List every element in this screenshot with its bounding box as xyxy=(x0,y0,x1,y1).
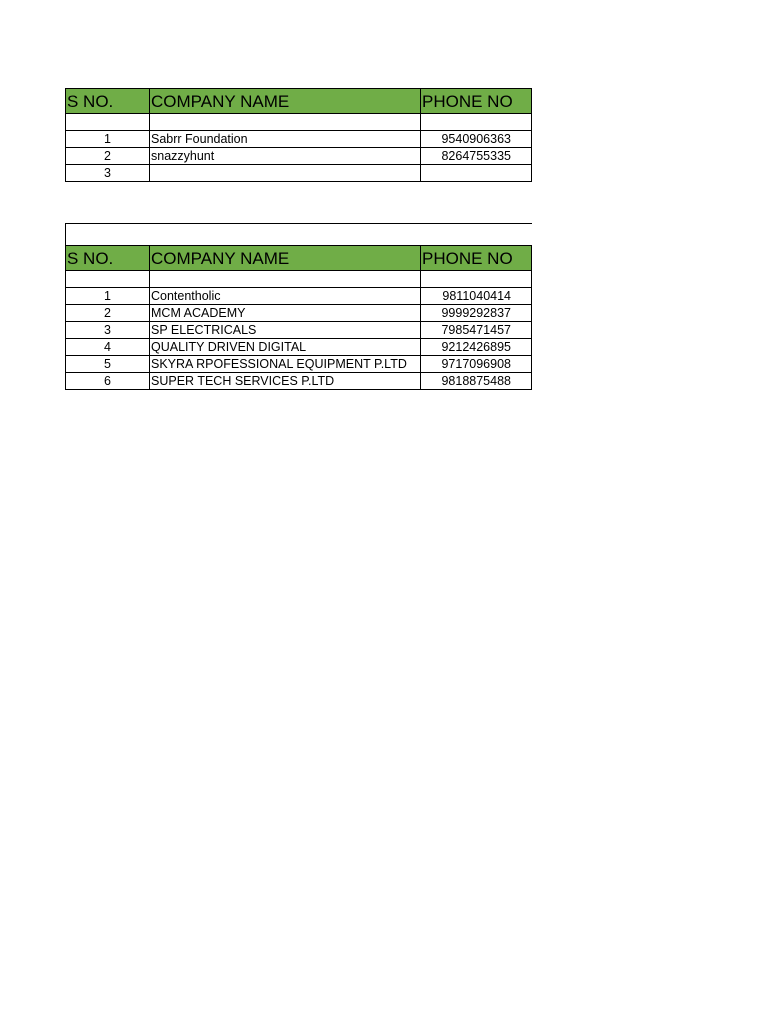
cell-phone-no[interactable]: 9540906363 xyxy=(421,131,532,148)
cell-phone-no[interactable]: 8264755335 xyxy=(421,148,532,165)
cell-company-name[interactable]: QUALITY DRIVEN DIGITAL xyxy=(150,339,421,356)
table-header-row xyxy=(66,89,532,114)
blank-row xyxy=(66,114,532,131)
cell-phone-no[interactable]: 9818875488 xyxy=(421,373,532,390)
cell-sno[interactable]: 6 xyxy=(66,373,150,390)
table-row xyxy=(66,305,532,322)
cell-phone-no[interactable]: 9999292837 xyxy=(421,305,532,322)
cell[interactable] xyxy=(150,271,421,288)
table-row xyxy=(66,356,532,373)
cell-company-name[interactable]: SKYRA RPOFESSIONAL EQUIPMENT P.LTD xyxy=(150,356,421,373)
cell-sno[interactable]: 2 xyxy=(66,148,150,165)
cell-sno[interactable]: 3 xyxy=(66,165,150,182)
blank-row xyxy=(66,271,532,288)
cell-company-name[interactable]: MCM ACADEMY xyxy=(150,305,421,322)
header-company-name[interactable]: COMPANY NAME xyxy=(150,89,421,114)
table-row xyxy=(66,165,532,182)
header-phone-no[interactable]: PHONE NO xyxy=(421,246,532,271)
header-sno[interactable]: S NO. xyxy=(66,89,150,114)
cell-sno[interactable]: 1 xyxy=(66,288,150,305)
cell-company-name[interactable]: snazzyhunt xyxy=(150,148,421,165)
cell-company-name[interactable] xyxy=(150,165,421,182)
cell-company-name[interactable]: SP ELECTRICALS xyxy=(150,322,421,339)
cell-company-name[interactable]: Sabrr Foundation xyxy=(150,131,421,148)
header-phone-no[interactable]: PHONE NO xyxy=(421,89,532,114)
table-row xyxy=(66,148,532,165)
table-row xyxy=(66,288,532,305)
cell[interactable] xyxy=(150,114,421,131)
cell-company-name[interactable]: SUPER TECH SERVICES P.LTD xyxy=(150,373,421,390)
cell-phone-no[interactable] xyxy=(421,165,532,182)
cell[interactable] xyxy=(421,114,532,131)
cell-sno[interactable]: 5 xyxy=(66,356,150,373)
cell-sno[interactable]: 3 xyxy=(66,322,150,339)
cell-phone-no[interactable]: 9717096908 xyxy=(421,356,532,373)
table-title-row xyxy=(66,224,532,246)
table-header-row xyxy=(66,246,532,271)
company-table-2 xyxy=(65,223,532,390)
merged-title-cell[interactable] xyxy=(66,224,532,246)
table-row xyxy=(66,131,532,148)
table-row xyxy=(66,322,532,339)
cell-phone-no[interactable]: 9811040414 xyxy=(421,288,532,305)
cell[interactable] xyxy=(66,271,150,288)
header-sno[interactable]: S NO. xyxy=(66,246,150,271)
cell-sno[interactable]: 4 xyxy=(66,339,150,356)
table-row xyxy=(66,373,532,390)
company-table-1 xyxy=(65,88,532,182)
cell-phone-no[interactable]: 9212426895 xyxy=(421,339,532,356)
cell-sno[interactable]: 1 xyxy=(66,131,150,148)
cell[interactable] xyxy=(421,271,532,288)
cell-phone-no[interactable]: 7985471457 xyxy=(421,322,532,339)
table-row xyxy=(66,339,532,356)
header-company-name[interactable]: COMPANY NAME xyxy=(150,246,421,271)
cell-sno[interactable]: 2 xyxy=(66,305,150,322)
cell[interactable] xyxy=(66,114,150,131)
cell-company-name[interactable]: Contentholic xyxy=(150,288,421,305)
